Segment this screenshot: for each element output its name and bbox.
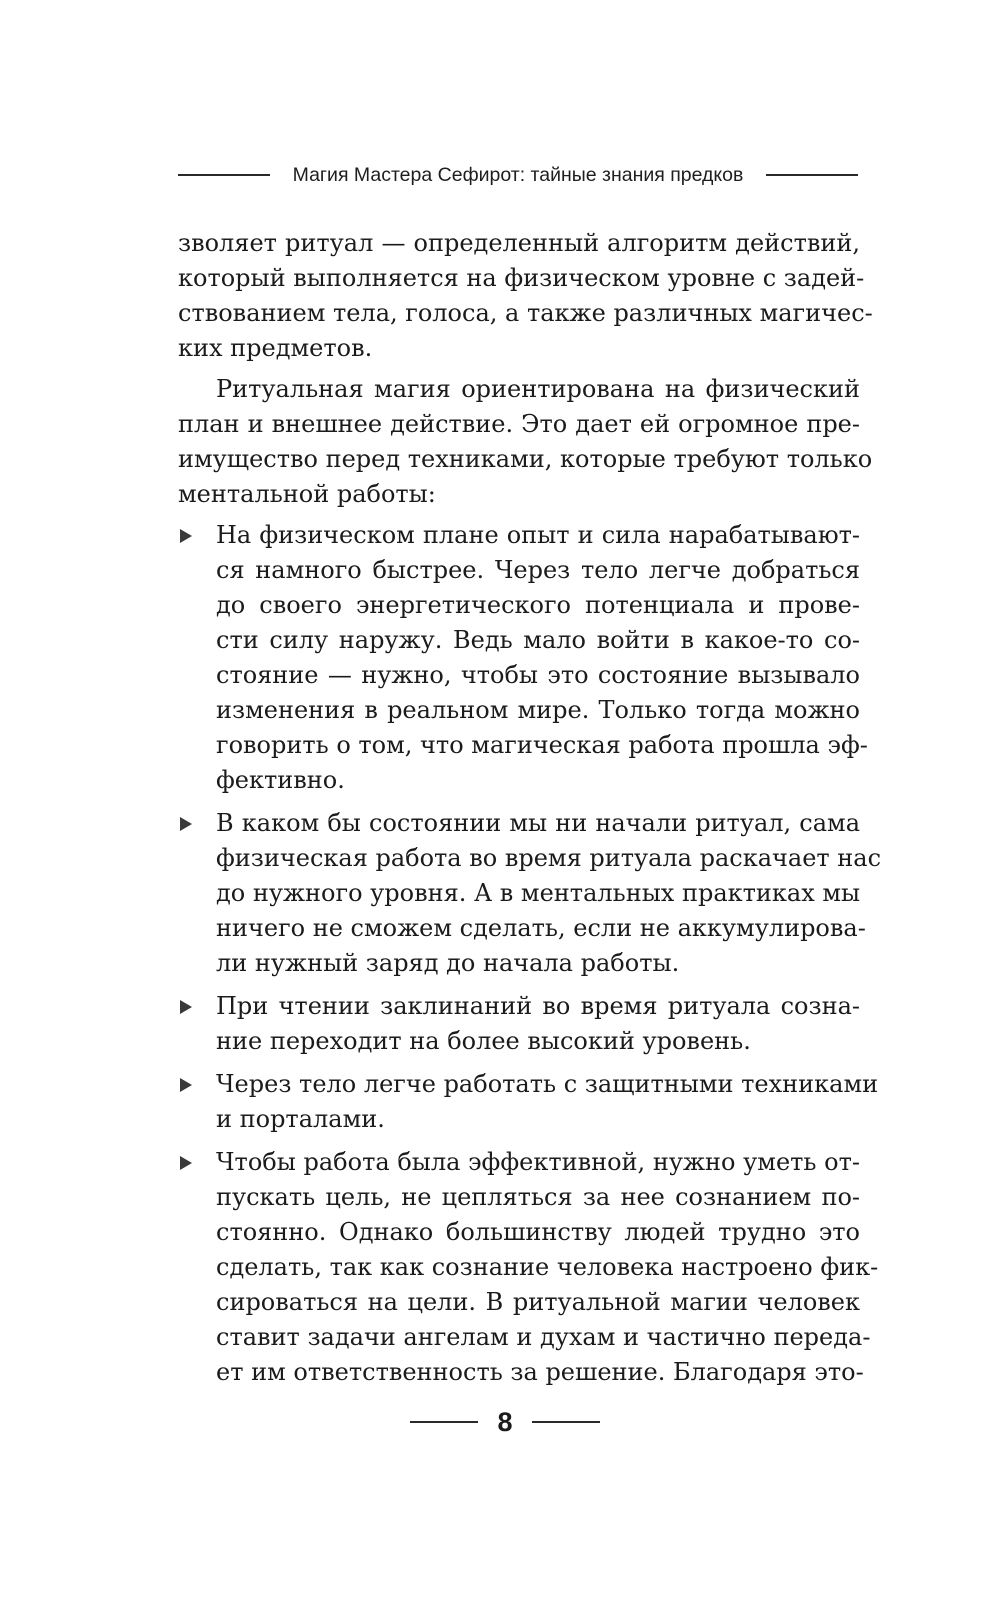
text-line: физическая работа во время ритуала раскачает нас bbox=[216, 844, 882, 872]
triangle-bullet-icon bbox=[180, 1000, 192, 1014]
text-line: сти силу наружу. Ведь мало войти в какое-то со- bbox=[216, 626, 860, 654]
triangle-bullet-icon bbox=[180, 817, 192, 831]
text-line: ничего не сможем сделать, если не аккумулирова- bbox=[216, 914, 866, 942]
triangle-bullet-icon bbox=[180, 1078, 192, 1092]
text-line: При чтении заклинаний во время ритуала созна- bbox=[216, 992, 860, 1020]
text-line: до нужного уровня. А в ментальных практиках мы bbox=[216, 879, 861, 907]
text-line: ние переходит на более высокий уровень. bbox=[216, 1027, 751, 1055]
text-line: имущество перед техниками, которые требуют только bbox=[178, 445, 873, 473]
bullet-item-5 bbox=[178, 1145, 879, 1390]
text-line: ставит задачи ангелам и духам и частично переда- bbox=[216, 1323, 871, 1351]
text-line: ствованием тела, голоса, а также различных магичес- bbox=[178, 299, 873, 327]
triangle-bullet-icon bbox=[180, 529, 192, 543]
text-line: сделать, так как сознание человека настроено фик- bbox=[216, 1253, 879, 1281]
text-line: ментальной работы: bbox=[178, 480, 436, 508]
text-line: и порталами. bbox=[216, 1105, 385, 1133]
text-line: На физическом плане опыт и сила нарабатывают- bbox=[216, 521, 860, 549]
footer-rule-right bbox=[532, 1421, 600, 1423]
running-header-title: Магия Мастера Сефирот: тайные знания предков bbox=[292, 163, 744, 186]
page-footer bbox=[410, 1404, 600, 1440]
header-rule-right bbox=[766, 174, 858, 176]
text-line: говорить о том, что магическая работа прошла эф- bbox=[216, 731, 868, 759]
text-line: сироваться на цели. В ритуальной магии человек bbox=[216, 1288, 860, 1316]
text-line: изменения в реальном мире. Только тогда можно bbox=[216, 696, 860, 724]
bullet-item-4 bbox=[178, 1067, 879, 1137]
text-line: стояние — нужно, чтобы это состояние вызывало bbox=[216, 661, 860, 689]
paragraph-2 bbox=[178, 372, 873, 512]
text-line: пускать цель, не цепляться за нее сознанием по- bbox=[216, 1183, 860, 1211]
text-line: Ритуальная магия ориентирована на физический bbox=[216, 375, 860, 403]
text-line: который выполняется на физическом уровне с задей- bbox=[178, 264, 865, 292]
text-line: зволяет ритуал — определенный алгоритм действий, bbox=[178, 229, 860, 257]
text-line: ся намного быстрее. Через тело легче добраться bbox=[216, 556, 860, 584]
text-line: Через тело легче работать с защитными техниками bbox=[216, 1070, 879, 1098]
text-line: В каком бы состоянии мы ни начали ритуал, сама bbox=[216, 809, 860, 837]
text-line: стоянно. Однако большинству людей трудно это bbox=[216, 1218, 860, 1246]
text-line: ких предметов. bbox=[178, 334, 373, 362]
paragraph-1 bbox=[178, 226, 873, 366]
bullet-item-1 bbox=[178, 518, 868, 798]
text-line: фективно. bbox=[216, 766, 345, 794]
footer-rule-left bbox=[410, 1421, 478, 1423]
bullet-item-3 bbox=[178, 989, 860, 1059]
bullet-list bbox=[178, 518, 882, 1390]
text-line: до своего энергетического потенциала и прове- bbox=[216, 591, 860, 619]
text-line: ет им ответственность за решение. Благодаря это- bbox=[216, 1358, 864, 1386]
page-number: 8 bbox=[497, 1406, 513, 1437]
header-rule-left bbox=[178, 174, 270, 176]
text-line: Чтобы работа была эффективной, нужно уметь от- bbox=[216, 1148, 860, 1176]
running-header bbox=[178, 162, 858, 188]
text-line: план и внешнее действие. Это дает ей огромное пре- bbox=[178, 410, 860, 438]
body-text bbox=[178, 226, 882, 1398]
text-line: ли нужный заряд до начала работы. bbox=[216, 949, 680, 977]
bullet-item-2 bbox=[178, 806, 882, 981]
triangle-bullet-icon bbox=[180, 1156, 192, 1170]
